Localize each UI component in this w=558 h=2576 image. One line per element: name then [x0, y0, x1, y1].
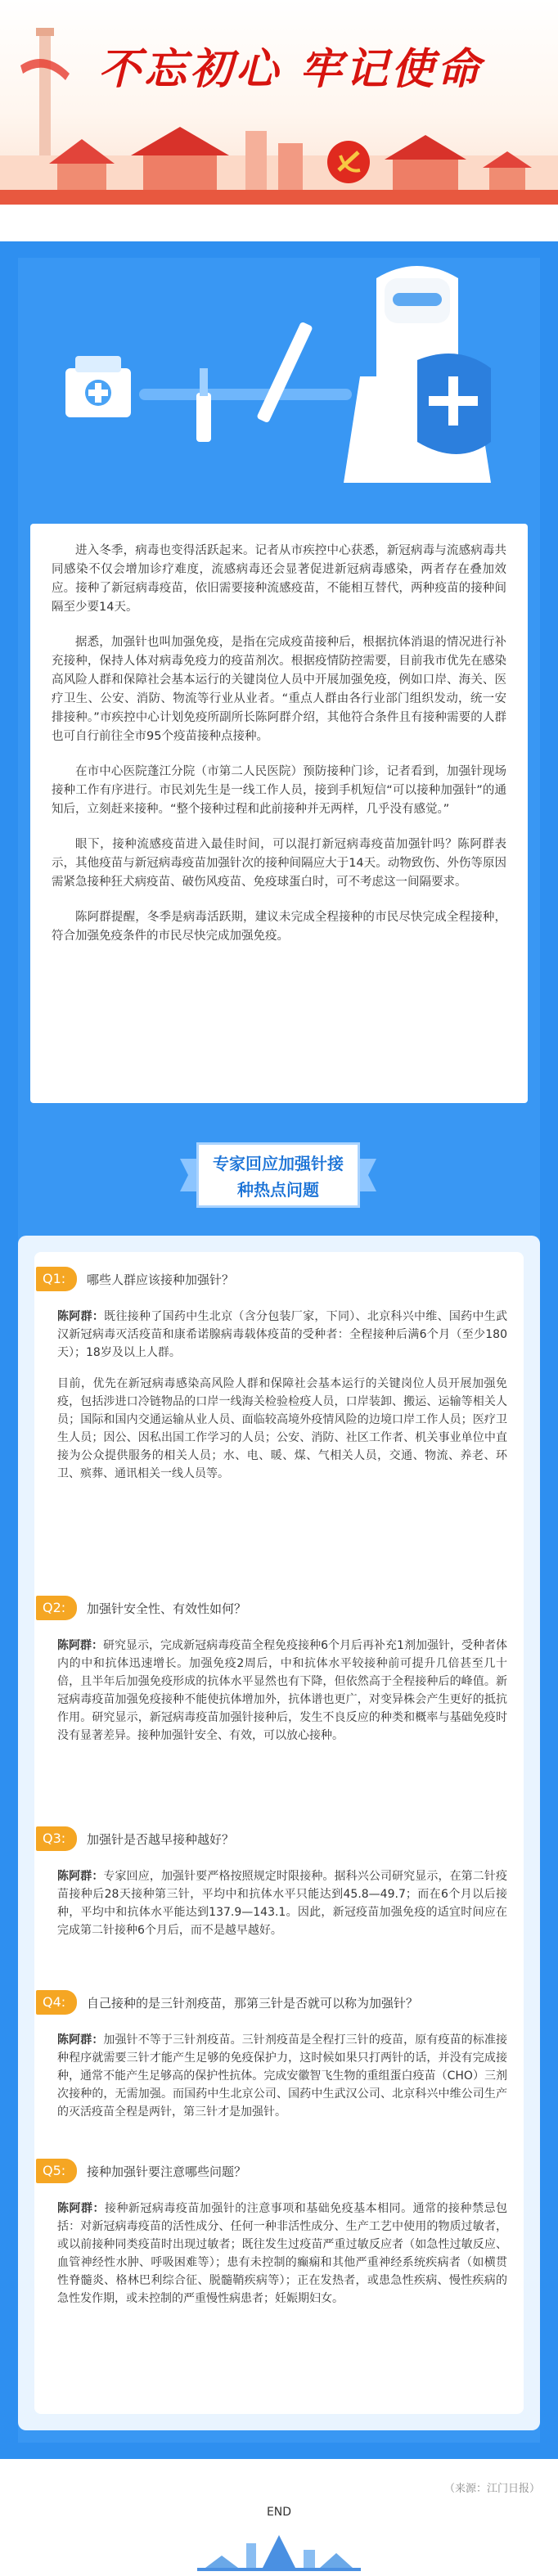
question-q5: [18, 2155, 540, 2186]
skyline-footer-illustration: [197, 2519, 361, 2576]
answer-text: 研究显示，完成新冠病毒疫苗全程免疫接种6个月后再补充1剂加强针，受种者体内的中和抗体迅速增长。加强免疫2周后，中和抗体水平较接种前可提升几倍甚至几十倍，且半年后加强免疫形成的抗体水平显然也有下降，但依然高于全程接种后的峰值。新冠病毒疫苗加强免疫接种不能使抗体增加外，抗体谱也更广，对变异株会产生更好的抵抗作用。研究显示，新冠病毒疫苗加强针接种后，发生不良反应的种类和概率与基础免疫时没有显著差异。接种加强针安全、有效，可以放心接种。: [57, 1639, 508, 1742]
question-text: 加强针是否越早接种越好？: [87, 1832, 235, 1847]
article-paragraph: 陈阿群提醒，冬季是病毒活跃期，建议未完成全程接种的市民尽快完成全程接种，符合加强免疫条件的市民尽快完成加强免疫。: [52, 911, 506, 943]
party-emblem-icon: [324, 137, 373, 187]
answer-text: 加强针不等于三针剂疫苗。三针剂疫苗是全程打三针的疫苗，原有疫苗的标准接种程序就需要三针才能产生足够的免疫保护力，这时候如果只打两针的话，并没有完成接种，通常不能产生足够高的保护性抗体。完成安徽智飞生物的重组蛋白疫苗（CHO）三剂次接种的，无需加强。而国药中生北京公司、国药中生武汉公司、北京科兴中维公司生产的灭活疫苗全程是两针，第三针才是加强针。: [57, 2033, 507, 2119]
section-heading: [180, 1137, 376, 1213]
question-text: 自己接种的是三针剂疫苗，那第三针是否就可以称为加强针？: [87, 1996, 419, 2011]
question-q2: [18, 1592, 540, 1624]
qa-card: [18, 1236, 540, 2430]
banner-title: 不忘初心 牢记使命: [98, 44, 484, 94]
question-q1: [18, 1263, 540, 1295]
section-title-line2: 种热点问题: [237, 1180, 319, 1200]
question-q3: [18, 1823, 540, 1854]
question-text: 接种加强针要注意哪些问题？: [87, 2164, 247, 2179]
article-paragraph: 据悉，加强针也叫加强免疫，是指在完成疫苗接种后，根据抗体消退的情况进行补充接种，保持人体对病毒免疫力的疫苗剂次。根据疫情防控需要，目前我市优先在感染高风险人群和保障社会基本运行的关键岗位人员中开展加强免疫，例如口岸、海关、医疗卫生、公安、消防、物流等行业从业者。“重点人群由各行业部门组织发动，统一安排接种。”市疾控中心计划免疫所副所长陈阿群介绍，其他符合条件且有接种需要的人群也可自行前往全市95个疫苗接种点接种。: [52, 636, 506, 743]
answer-text: 目前，优先在新冠病毒感染高风险人群和保障社会基本运行的关键岗位人员开展加强免疫，包括涉进口冷链物品的口岸一线海关检验检疫人员，口岸装卸、搬运、运输等相关人员；国际和国内交通运输从业人员、面临较高境外疫情风险的边境口岸工作人员；医疗卫生人员；因公、因私出国工作学习的人员；公安、消防、社区工作者、机关事业单位中直接为公众提供服务的相关人员；水、电、暖、煤、气相关人员，交通、物流、养老、环卫、殡葬、通讯相关一线人员等。: [57, 1377, 507, 1480]
answer-q5: [57, 2200, 507, 2321]
answer-q2: [57, 1637, 507, 1758]
question-text: 加强针安全性、有效性如何？: [87, 1601, 247, 1616]
end-marker: END: [266, 2506, 292, 2519]
vaccine-doctor-illustration: [33, 245, 525, 491]
article-card: [30, 524, 528, 1103]
section-title-line1: 专家回应加强针接: [213, 1154, 344, 1173]
question-text: 哪些人群应该接种加强针？: [87, 1272, 235, 1287]
answer-speaker: 陈阿群：: [57, 1310, 105, 1323]
question-q4: [18, 1987, 540, 2018]
source-credit: （来源：江门日报）: [443, 2483, 540, 2495]
article-paragraph: 在市中心医院蓬江分院（市第二人民医院）预防接种门诊，记者看到，加强针现场接种工作有序进行。市民刘先生是一线工作人员，接到手机短信“可以接种加强针”的通知后，立刻赶来接种。“整个接种过程和此前接种并无两样，几乎没有感觉。”: [52, 765, 506, 816]
article-paragraph: 眼下，接种流感疫苗进入最佳时间，可以混打新冠病毒疫苗加强针吗？陈阿群表示，其他疫苗与新冠病毒疫苗加强针次的接种间隔应大于14天。动物致伤、外伤等原因需紧急接种狂犬病疫苗、破伤风疫苗、免疫球蛋白时，可不考虑这一间隔要求。: [52, 838, 506, 889]
answer-text: 既往接种了国药中生北京（含分包装厂家，下同）、北京科兴中维、国药中生武汉新冠病毒灭活疫苗和康希诺腺病毒载体疫苗的受种者：全程接种后满6个月（至少180天）；18岁及以上人群。: [57, 1310, 508, 1359]
answer-speaker: 陈阿群：: [57, 1870, 104, 1883]
answer-text: 接种新冠病毒疫苗加强针的注意事项和基础免疫基本相同。通常的接种禁忌包括：对新冠病毒疫苗的活性成分、任何一种非活性成分、生产工艺中使用的物质过敏者，或以前接种同类疫苗时出现过敏者；既往发生过疫苗严重过敏反应者（如急性过敏反应、血管神经性水肿、呼吸困难等）；患有未控制的癫痫和其他严重神经系统疾病者（如横贯性脊髓炎、格林巴利综合征、脱髓鞘疾病等）；正在发热者，或患急性疾病、慢性疾病的急性发作期，或未控制的严重慢性病患者；妊娠期妇女。: [57, 2202, 508, 2305]
question-tag: Q4:: [36, 1990, 77, 2015]
question-tag: Q3:: [36, 1826, 77, 1851]
answer-speaker: 陈阿群：: [57, 2202, 105, 2215]
answer-text: 专家回应，加强针要严格按照规定时限接种。据科兴公司研究显示，在第二针疫苗接种后28天接种第三针，平均中和抗体水平只能达到45.8—49.7；而在6个月以后接种，平均中和抗体水平能达到137.9—143.1。因此，新冠疫苗加强免疫的适宜时间应在完成第二针接种6个月后，而不是越早越好。: [57, 1870, 507, 1937]
answer-speaker: 陈阿群：: [57, 1639, 104, 1652]
answer-q3: [57, 1867, 507, 1952]
city-skyline-illustration: [0, 98, 558, 205]
answer-speaker: 陈阿群：: [57, 2033, 104, 2047]
answer-q4: [57, 2031, 507, 2134]
header-banner: [0, 0, 558, 205]
answer-q1: [57, 1308, 507, 1496]
question-tag: Q1:: [36, 1267, 77, 1291]
question-tag: Q2:: [36, 1596, 77, 1620]
article-paragraph: 进入冬季，病毒也变得活跃起来。记者从市疾控中心获悉，新冠病毒与流感病毒共同感染不仅会增加诊疗难度，流感病毒还会显著促进新冠病毒感染，两者存在叠加效应。接种了新冠病毒疫苗，依旧需要接种流感疫苗，不能相互替代，两种疫苗的接种间隔至少要14天。: [52, 544, 506, 614]
question-tag: Q5:: [36, 2159, 77, 2183]
